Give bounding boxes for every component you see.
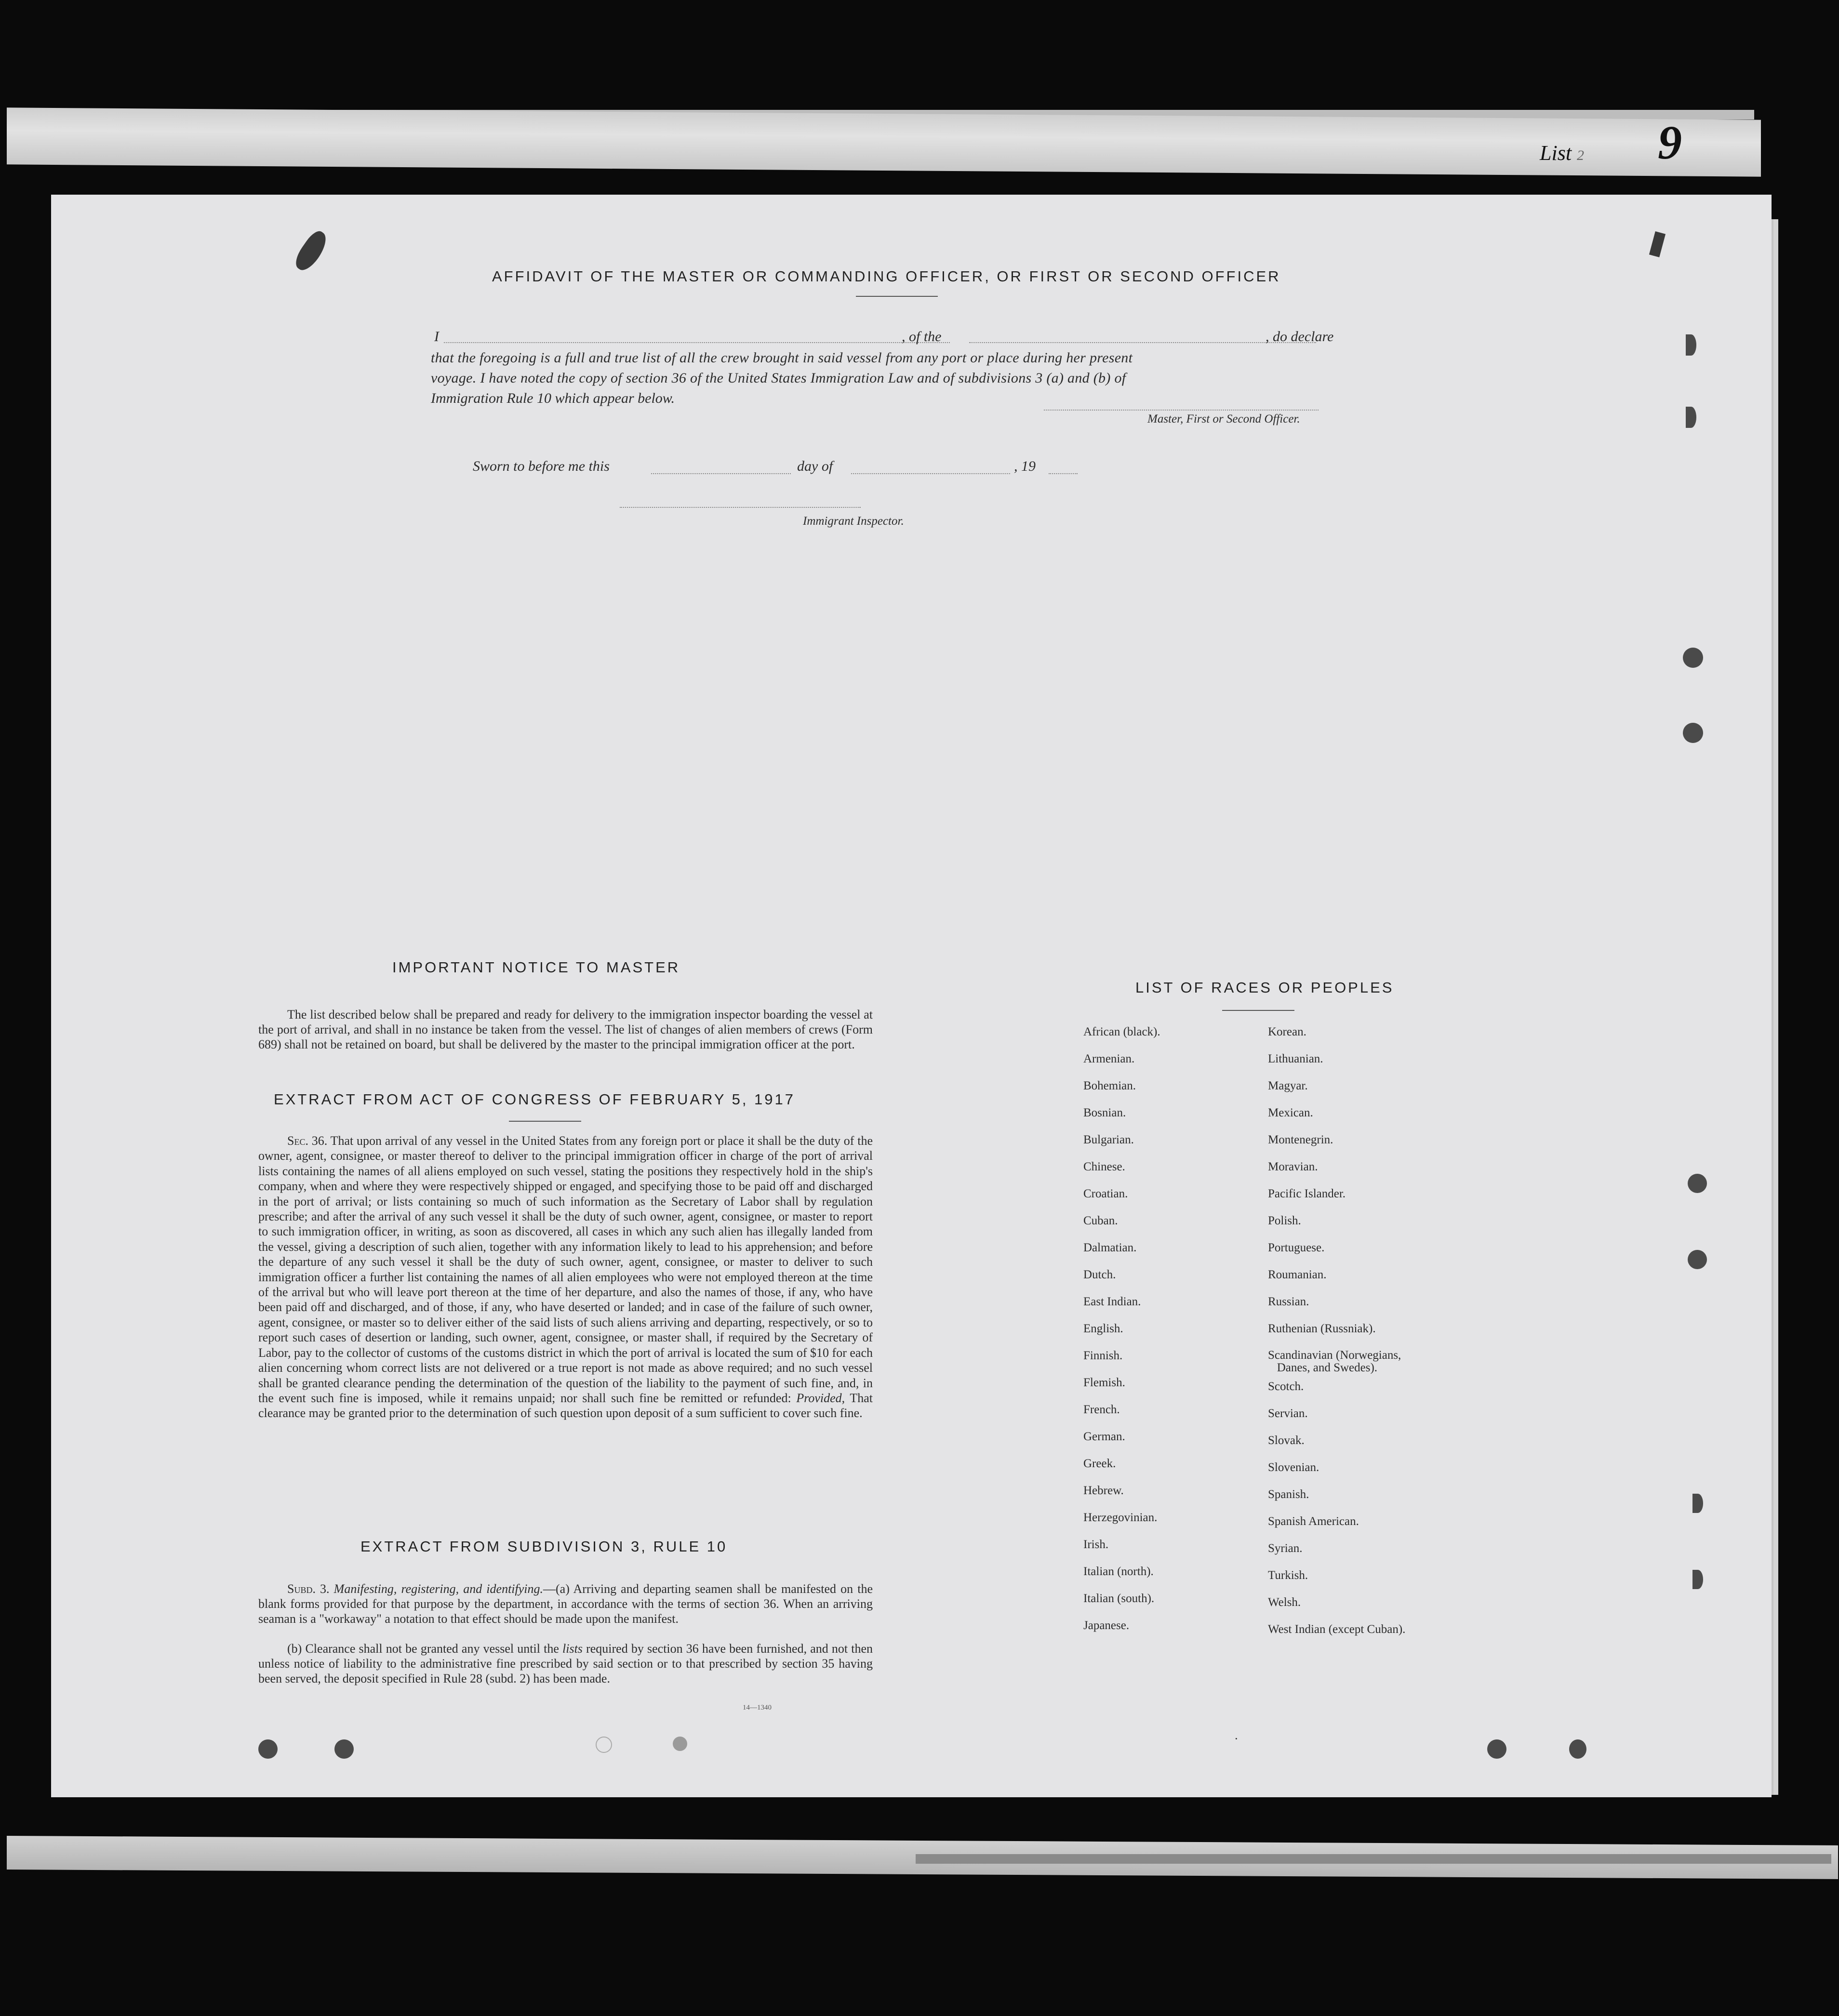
race-item: Irish. — [1083, 1538, 1109, 1551]
punch-hole — [1683, 648, 1703, 668]
affidavit-i: I — [434, 329, 439, 345]
race-item: Armenian. — [1083, 1052, 1135, 1065]
master-signature-line — [1044, 410, 1319, 411]
subdivision-b-prefix: (b) Clearance shall not be granted any vessel until the — [287, 1642, 559, 1656]
race-item: Syrian. — [1268, 1542, 1303, 1555]
punch-hole — [596, 1737, 612, 1753]
ink-mark — [1649, 231, 1666, 257]
race-item: Russian. — [1268, 1295, 1309, 1308]
affidavit-line3: voyage. I have noted the copy of section 36 of the United States Immigration Law and of subdivisions 3 (a) and (b) of — [431, 370, 1126, 386]
race-item: Polish. — [1268, 1214, 1301, 1227]
list-label: List 2 — [1540, 141, 1585, 165]
folded-sheet-edge-top — [7, 107, 1761, 176]
race-item: Spanish. — [1268, 1488, 1309, 1501]
vessel-blank — [969, 342, 1316, 343]
races-title: LIST OF RACES OR PEOPLES — [1135, 979, 1394, 996]
race-item: Welsh. — [1268, 1596, 1301, 1609]
punch-hole — [1569, 1739, 1586, 1759]
race-item: Finnish. — [1083, 1349, 1123, 1362]
race-item: Roumanian. — [1268, 1268, 1327, 1281]
race-item: Slovenian. — [1268, 1461, 1319, 1474]
extract-rule-text-a — [258, 1581, 873, 1626]
race-item: French. — [1083, 1403, 1120, 1416]
folio-number: 9 — [1658, 116, 1682, 169]
film-strip-edge-bottom — [916, 1854, 1831, 1864]
race-item: Scotch. — [1268, 1380, 1304, 1393]
race-item: Bulgarian. — [1083, 1133, 1134, 1146]
race-item: Montenegrin. — [1268, 1133, 1333, 1146]
ink-blot — [291, 228, 332, 275]
punch-hole — [334, 1739, 354, 1759]
title-rule — [856, 296, 938, 297]
race-item: Dalmatian. — [1083, 1241, 1137, 1254]
document-page — [51, 195, 1772, 1797]
race-item: German. — [1083, 1430, 1125, 1443]
race-item: Slovak. — [1268, 1434, 1305, 1447]
race-item: Spanish American. — [1268, 1515, 1359, 1528]
year-label: , 19 — [1014, 458, 1036, 474]
punch-hole — [1683, 723, 1703, 743]
extract-act-title: EXTRACT FROM ACT OF CONGRESS OF FEBRUARY 5, 1917 — [274, 1091, 796, 1108]
extract-act-text — [258, 1133, 873, 1421]
race-item: Flemish. — [1083, 1376, 1125, 1389]
extract-act-rule — [509, 1121, 581, 1122]
day-blank — [651, 473, 791, 474]
affidavit-do-declare: , do declare — [1266, 329, 1334, 345]
form-number: 14—1340 — [743, 1704, 772, 1711]
section-36-body: That upon arrival of any vessel in the United States from any foreign port or place it shall be the duty of the owner, agent, consignee, or master thereof to deliver to the principal immigration officer in charge of the port of arrival lists containing the names of all aliens employed on such vessel, stating the positions they respectively hold in the ship's company, when and where they were respectively shipped or engaged, and specifying those to be paid off and discharged in the port of arrival; or lists containing so much of such information as the Secretary of Labor shall by regulation prescribe; and after the arrival of any such vessel it shall be the duty of such owner, agent, consignee, or master to report to such immigration officer, in writing, as soon as discovered, all cases in which any such alien has illegally landed from the vessel, giving a description of such alien, together with any information likely to lead to his apprehension; and before the departure of any such vessel it shall be the duty of such owner, agent, consignee, or master to deliver to such immigration officer a further list containing the names of all alien employees who were not employed thereon at the time of the arrival but who will leave port thereon at the time of her departure, and also the names of those, if any, who have been paid off and discharged, and of those, if any, who have deserted or landed; and in case of the failure of such owner, agent, consignee, or master so to deliver either of the said lists of such aliens arriving and departing, respectively, or so to report such cases of desertion or landing, such owner, agent, consignee, or master shall, if required by the Secretary of Labor, pay to the collector of customs of the customs district in which the port of arrival is located the sum of $10 for each alien concerning whom correct lists are not delivered or a true report is not made as above required; and no such vessel shall be granted clearance pending the determination of the question of the liability to the payment of such fine, and, in the event such fine is imposed, while it remains unpaid; nor shall such fine be remitted or refunded: — [258, 1134, 873, 1405]
race-item: Portuguese. — [1268, 1241, 1325, 1254]
section-lead: Sec. 36. — [287, 1134, 328, 1148]
race-item: Ruthenian (Russniak). — [1268, 1322, 1376, 1335]
race-item: Pacific Islander. — [1268, 1187, 1346, 1200]
race-item: Korean. — [1268, 1025, 1306, 1038]
provided-word: Provided, — [796, 1391, 845, 1405]
notice-text: The list described below shall be prepared and ready for delivery to the immigration inspector boarding the vessel at the port of arrival, and shall in no instance be taken from the vessel. The list of changes of alien members of crews (Form 689) shall not be retained on board, but shall be delivered by the master to the principal immigration officer at the port. — [258, 1008, 873, 1051]
race-item: Hebrew. — [1083, 1484, 1124, 1497]
punch-hole — [1688, 1174, 1707, 1193]
race-item: Chinese. — [1083, 1160, 1125, 1173]
subdivision-lead: Subd. 3. — [287, 1582, 330, 1596]
race-item: Lithuanian. — [1268, 1052, 1323, 1065]
race-item: English. — [1083, 1322, 1123, 1335]
punch-hole — [258, 1739, 278, 1759]
race-item: Italian (north). — [1083, 1565, 1154, 1578]
day-of-label: day of — [797, 458, 833, 474]
punch-hole — [1688, 1250, 1707, 1269]
affidavit-title: AFFIDAVIT OF THE MASTER OR COMMANDING OFFICER, OR FIRST OR SECOND OFFICER — [492, 268, 1281, 285]
race-item: Italian (south). — [1083, 1592, 1155, 1605]
race-item: Mexican. — [1268, 1106, 1313, 1119]
punch-hole — [1487, 1739, 1506, 1759]
inspector-signature-label: Immigrant Inspector. — [803, 515, 904, 528]
race-item: Cuban. — [1083, 1214, 1118, 1227]
race-item: Scandinavian (Norwegians, Danes, and Swedes). — [1268, 1349, 1401, 1374]
race-item: Bohemian. — [1083, 1079, 1136, 1092]
extract-rule-title: EXTRACT FROM SUBDIVISION 3, RULE 10 — [360, 1538, 728, 1555]
race-item: Magyar. — [1268, 1079, 1308, 1092]
race-item: Greek. — [1083, 1457, 1116, 1470]
subdivision-a-body: —(a) Arriving and departing seamen shall be manifested on the blank forms provided for that purpose by the department, in accordance with the terms of section 36. When an arriving seaman is a "workaway" a notation to that effect should be made upon the manifest. — [258, 1582, 873, 1626]
month-blank — [851, 473, 1010, 474]
race-item: West Indian (except Cuban). — [1268, 1623, 1406, 1636]
race-item: Moravian. — [1268, 1160, 1318, 1173]
affidavit-of-the: , of the — [902, 329, 942, 345]
race-item: East Indian. — [1083, 1295, 1141, 1308]
punch-hole — [673, 1737, 687, 1751]
subdivision-heading: Manifesting, registering, and identifying. — [333, 1582, 544, 1596]
notice-title: IMPORTANT NOTICE TO MASTER — [392, 959, 680, 976]
punch-hole — [1692, 1570, 1703, 1589]
races-rule — [1222, 1010, 1294, 1011]
race-item: Croatian. — [1083, 1187, 1128, 1200]
punch-hole — [1686, 407, 1696, 428]
race-item: Servian. — [1268, 1407, 1308, 1420]
affidavit-line4: Immigration Rule 10 which appear below. — [431, 390, 675, 406]
master-signature-label: Master, First or Second Officer. — [1147, 412, 1300, 425]
race-item: Bosnian. — [1083, 1106, 1126, 1119]
section-36-tail: That clearance may be granted prior to the determination of such question upon deposit of a sum sufficient to cover such fine. — [258, 1391, 873, 1420]
subdivision-b-body: required by section 36 have been furnished, and not then unless notice of liability to the administrative fine prescribed by said section or to that prescribed by section 35 having been served, the deposit specified in Rule 28 (subd. 2) has been made. — [258, 1642, 873, 1685]
inspector-signature-line — [620, 507, 861, 508]
name-blank — [444, 342, 950, 343]
race-item: African (black). — [1083, 1025, 1160, 1038]
affidavit-line2: that the foregoing is a full and true list of all the crew brought in said vessel from any port or place during her present — [431, 350, 1133, 366]
extract-rule-text-b — [258, 1641, 873, 1686]
race-item: Dutch. — [1083, 1268, 1116, 1281]
race-item: Turkish. — [1268, 1569, 1308, 1582]
sworn-label: Sworn to before me this — [473, 458, 610, 474]
punch-hole — [1692, 1494, 1703, 1513]
race-item: Herzegovinian. — [1083, 1511, 1158, 1524]
punch-hole — [1686, 334, 1696, 356]
ink-speck: · — [1234, 1732, 1239, 1746]
lists-word: lists — [562, 1642, 583, 1656]
race-item: Japanese. — [1083, 1619, 1130, 1632]
year-blank — [1049, 473, 1078, 474]
